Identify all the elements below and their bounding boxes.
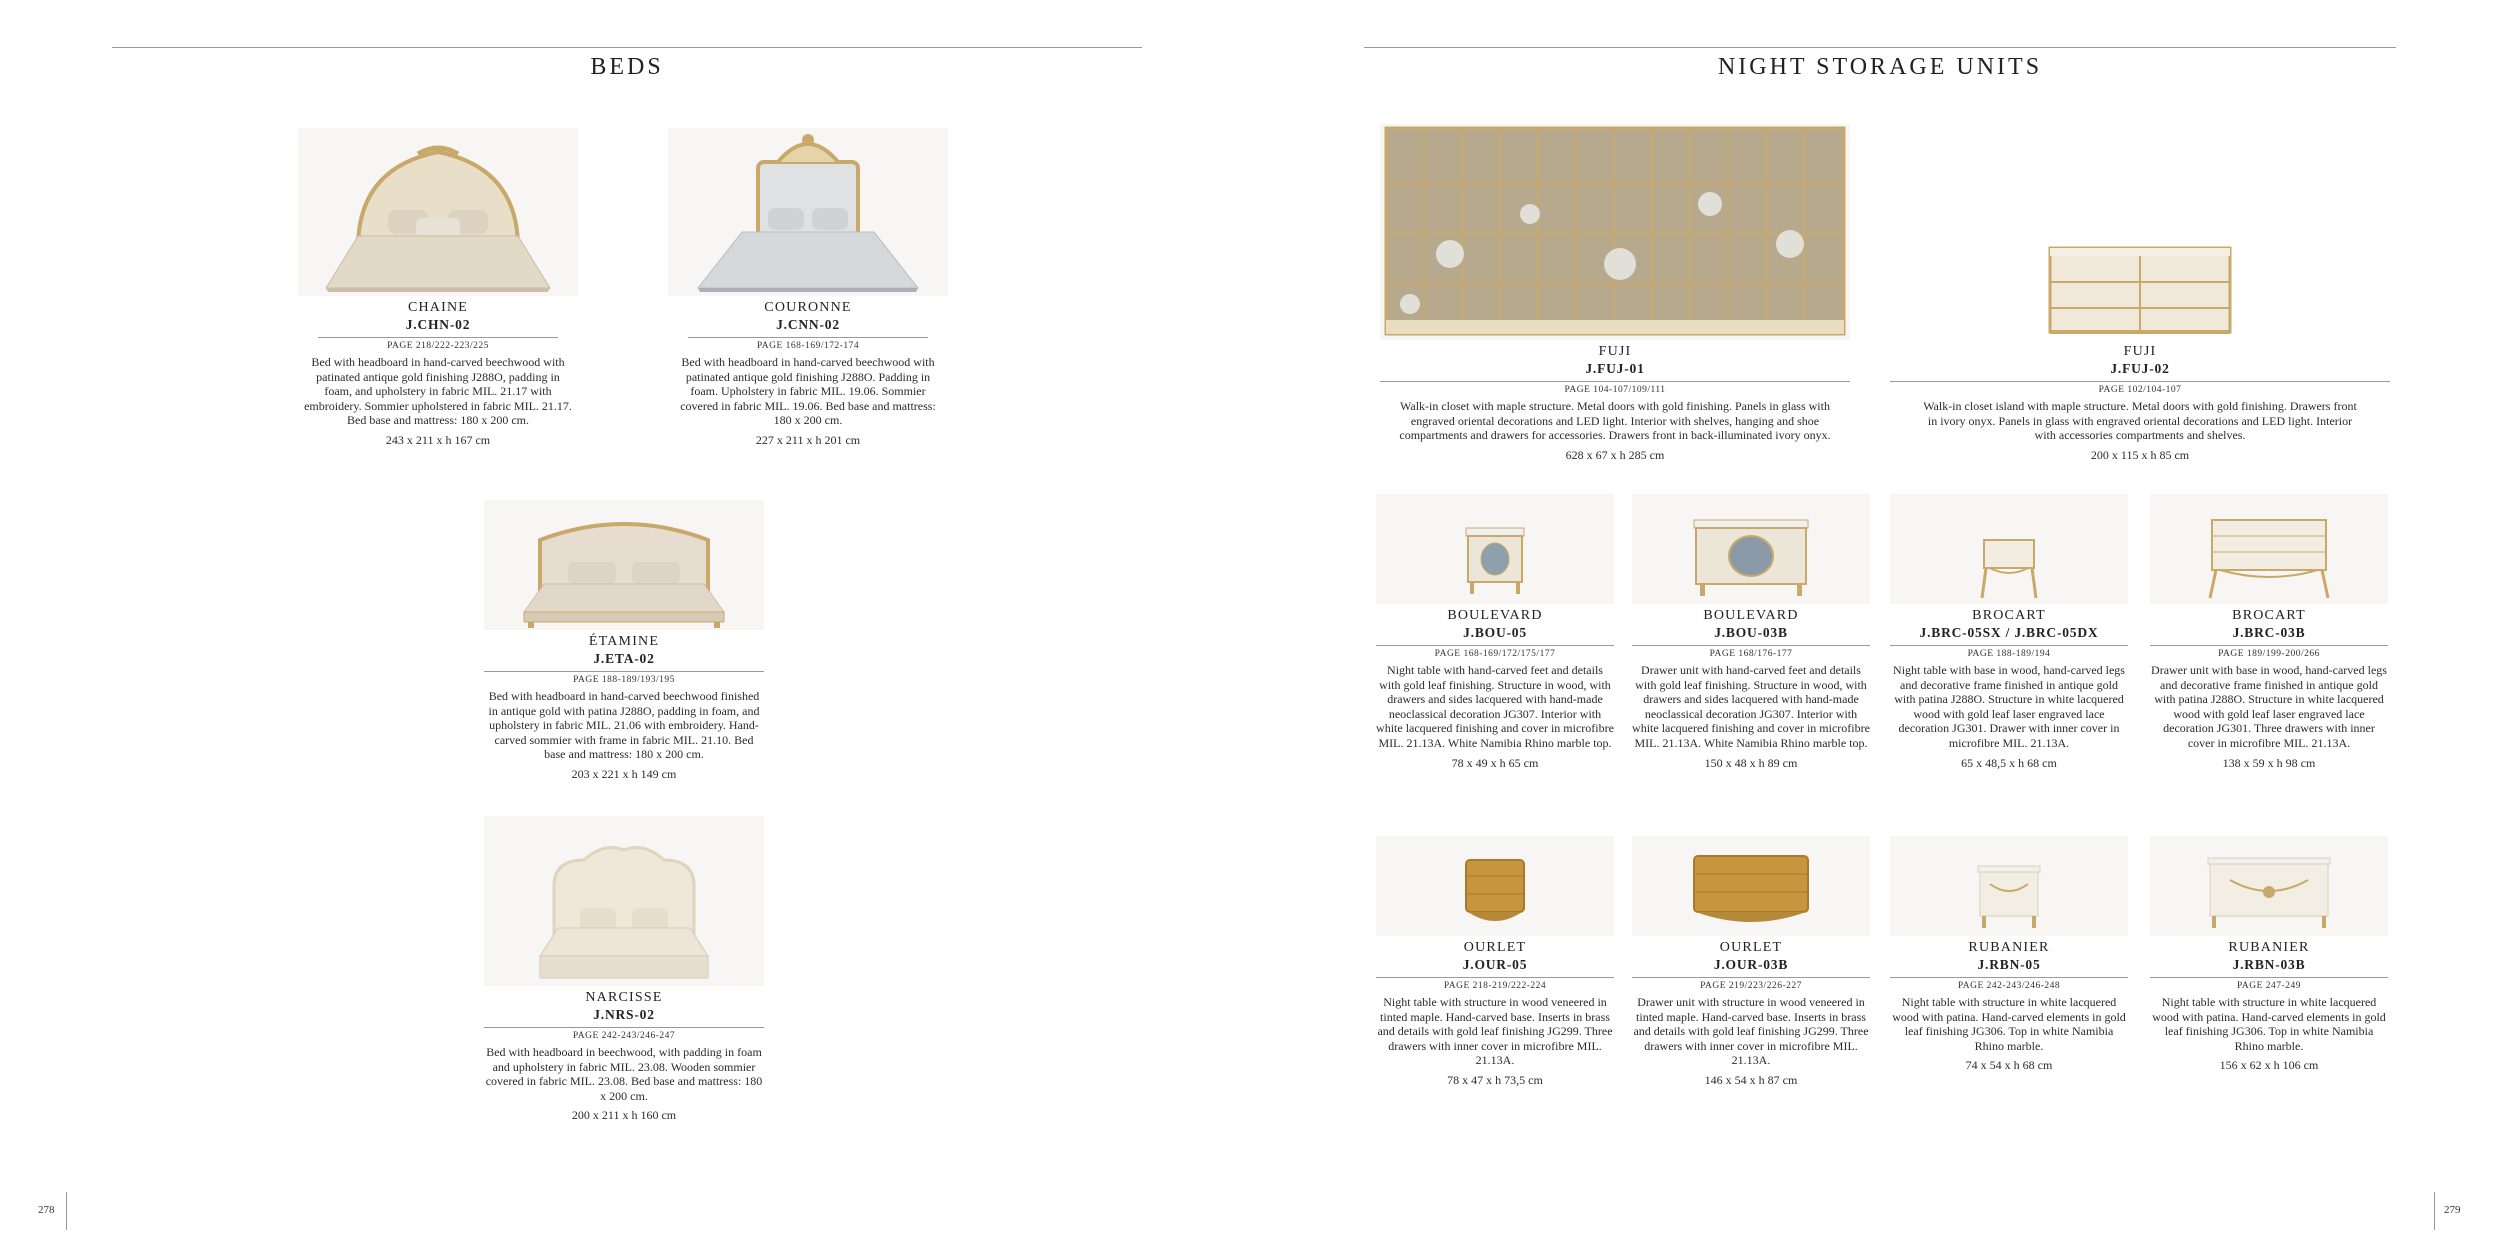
page-reference: PAGE 168/176-177	[1709, 649, 1793, 659]
product-name: NARCISSE	[585, 990, 663, 1005]
product-rubanier-05	[1890, 836, 2128, 1073]
product-dimensions: 150 x 48 x h 89 cm	[1704, 755, 1798, 770]
product-name: FUJI	[1598, 344, 1632, 359]
product-rule	[688, 337, 928, 338]
bed-narcisse-photo	[484, 816, 764, 986]
product-code: J.BOU-03B	[1714, 625, 1788, 640]
page-number: 279	[2444, 1204, 2461, 1216]
product-code: J.OUR-05	[1462, 957, 1528, 972]
product-dimensions: 78 x 47 x h 73,5 cm	[1447, 1072, 1543, 1087]
product-dimensions: 200 x 115 x h 85 cm	[2090, 447, 2190, 462]
product-code: J.NRS-02	[593, 1007, 655, 1022]
product-dimensions: 227 x 211 x h 201 cm	[755, 432, 861, 447]
page-reference: PAGE 242-243/246-248	[1957, 981, 2061, 991]
product-dimensions: 65 x 48,5 x h 68 cm	[1961, 755, 2057, 770]
product-rule	[2150, 977, 2388, 978]
night-table-photo	[1376, 494, 1614, 604]
right-page	[1250, 0, 2500, 1250]
header-rule	[112, 47, 1142, 48]
product-fuji-01	[1380, 124, 1850, 463]
product-chaine	[298, 128, 578, 448]
product-dimensions: 156 x 62 x h 106 cm	[2219, 1058, 2319, 1073]
product-code: J.CNN-02	[776, 317, 840, 332]
product-description: Walk-in closet island with maple structure. Metal doors with gold finishing. Drawers front in ivory onyx. Panels in glass with engraved oriental decorations and LED light. Interior with accessories compartments and shelves.	[1923, 399, 2357, 443]
section-title-night-storage: NIGHT STORAGE UNITS	[1717, 54, 2043, 80]
product-code: J.RBN-03B	[2232, 957, 2306, 972]
night-table-photo	[1890, 836, 2128, 936]
product-name: RUBANIER	[2228, 940, 2310, 955]
product-name: BROCART	[2232, 608, 2306, 623]
product-description: Bed with headboard in hand-carved beechwood with patinated antique gold finishing J288O. Padding in foam. Upholstery in fabric MIL. 19.06. Sommier covered in fabric MIL. 19.06. Bed base and mattress: 180 x 200 cm.	[680, 355, 936, 428]
product-rule	[1376, 645, 1614, 646]
product-code: J.BRC-03B	[2232, 625, 2306, 640]
night-table-photo	[1376, 836, 1614, 936]
product-description: Drawer unit with structure in wood veneered in tinted maple. Hand-carved base. Inserts in brass and details with gold leaf finishing JG299. Three drawers with inner cover in microfibre MIL. 21.13A.	[1633, 995, 1869, 1068]
product-fuji-02	[1890, 124, 2390, 463]
page-reference: PAGE 188-189/193/195	[573, 675, 675, 685]
product-boulevard-03b	[1632, 494, 1870, 771]
closet-island-photo	[1890, 124, 2390, 340]
product-rule	[1380, 381, 1850, 382]
product-description: Walk-in closet with maple structure. Metal doors with gold finishing. Panels in glass with engraved oriental decorations and LED light. Interior with shelves, hanging and shoe compartments and drawers for accessories. Drawers front in back-illuminated ivory onyx.	[1399, 399, 1831, 443]
product-description: Night table with hand-carved feet and details with gold leaf finishing. Structure in wood, with drawers and sides lacquered with hand-made neoclassical decoration JG307. Interior with white lacquered finishing and cover in microfibre MIL. 21.13A. White Namibia Rhino marble top.	[1376, 663, 1614, 750]
product-code: J.OUR-03B	[1713, 957, 1789, 972]
product-dimensions: 200 x 211 x h 160 cm	[571, 1108, 677, 1123]
product-name: BOULEVARD	[1447, 608, 1543, 623]
product-dimensions: 203 x 221 x h 149 cm	[571, 766, 677, 781]
drawer-unit-photo	[2150, 836, 2388, 936]
section-title-beds: BEDS	[590, 54, 664, 80]
product-code: J.FUJ-02	[2110, 361, 2170, 376]
product-name: BOULEVARD	[1703, 608, 1799, 623]
bed-etamine-photo	[484, 500, 764, 630]
drawer-unit-photo	[2150, 494, 2388, 604]
product-dimensions: 628 x 67 x h 285 cm	[1565, 447, 1665, 462]
product-name: CHAINE	[407, 300, 469, 315]
product-rule	[318, 337, 558, 338]
page-reference: PAGE 218-219/222-224	[1443, 981, 1547, 991]
product-code: J.BOU-05	[1463, 625, 1527, 640]
product-name: ÉTAMINE	[588, 634, 660, 649]
page-reference: PAGE 104-107/109/111	[1564, 385, 1666, 395]
product-rule	[1890, 381, 2390, 382]
product-description: Night table with base in wood, hand-carved legs and decorative frame finished in antique gold with patina J288O. Structure in white lacquered wood with gold leaf laser engraved lace decoration JG301. Drawer with inner cover in microfibre MIL. 21.13A.	[1893, 663, 2125, 750]
product-code: J.BRC-05SX / J.BRC-05DX	[1919, 625, 2099, 640]
product-description: Bed with headboard in beechwood, with padding in foam and upholstery in fabric MIL. 23.08. Wooden sommier covered in fabric MIL. 23.08. Bed base and mattress: 180 x 200 cm.	[485, 1045, 763, 1103]
product-rule	[484, 1027, 764, 1028]
page-reference: PAGE 102/104-107	[2098, 385, 2182, 395]
product-dimensions: 146 x 54 x h 87 cm	[1704, 1072, 1798, 1087]
product-description: Night table with structure in wood veneered in tinted maple. Hand-carved base. Inserts in brass and details with gold leaf finishing JG299. Three drawers with inner cover in microfibre MIL. 21.13A.	[1377, 995, 1613, 1068]
product-name: OURLET	[1719, 940, 1783, 955]
product-description: Bed with headboard in hand-carved beechwood finished in antique gold with patina J288O, padding in foam, and upholstery in fabric MIL. 21.06 with embroidery. Hand-carved sommier with frame in fabric MIL. 21.10. Bed base and mattress: 180 x 200 cm.	[488, 689, 760, 762]
product-rule	[1376, 977, 1614, 978]
page-number: 278	[38, 1204, 55, 1216]
page-reference: PAGE 218/222-223/225	[387, 341, 489, 351]
product-name: FUJI	[2123, 344, 2157, 359]
walk-in-closet-photo	[1380, 124, 1850, 340]
bed-chaine-photo	[298, 128, 578, 296]
product-brocart-03b	[2150, 494, 2388, 771]
page-reference: PAGE 188-189/194	[1967, 649, 2051, 659]
product-brocart-05	[1890, 494, 2128, 771]
product-dimensions: 243 x 211 x h 167 cm	[385, 432, 491, 447]
product-rule	[2150, 645, 2388, 646]
header-rule	[1364, 47, 2396, 48]
page-reference: PAGE 189/199-200/266	[2218, 649, 2320, 659]
product-etamine	[484, 500, 764, 782]
product-description: Drawer unit with base in wood, hand-carved legs and decorative frame finished in antique gold with patina J288O. Structure in white lacquered wood with gold leaf laser engraved lace decoration JG301. Three drawers with inner cover in microfibre MIL. 21.13A.	[2151, 663, 2387, 750]
page-reference: PAGE 168-169/172/175/177	[1434, 649, 1556, 659]
product-couronne	[668, 128, 948, 448]
page-reference: PAGE 242-243/246-247	[572, 1031, 676, 1041]
product-name: OURLET	[1463, 940, 1527, 955]
night-table-photo	[1890, 494, 2128, 604]
drawer-unit-photo	[1632, 494, 1870, 604]
bed-couronne-photo	[668, 128, 948, 296]
product-dimensions: 138 x 59 x h 98 cm	[2222, 755, 2316, 770]
folio-divider	[66, 1192, 67, 1230]
product-dimensions: 78 x 49 x h 65 cm	[1451, 755, 1539, 770]
product-description: Bed with headboard in hand-carved beechwood with patinated antique gold finishing J288O, padding in foam, and upholstery in fabric MIL. 21.17 with embroidery. Sommier upholstered in fabric MIL. 21.17. Bed base and mattress: 180 x 200 cm.	[304, 355, 572, 428]
product-rule	[484, 671, 764, 672]
product-name: RUBANIER	[1968, 940, 2050, 955]
page-reference: PAGE 219/223/226-227	[1700, 981, 1802, 991]
drawer-unit-photo	[1632, 836, 1870, 936]
product-ourlet-05	[1376, 836, 1614, 1088]
product-rule	[1632, 977, 1870, 978]
product-dimensions: 74 x 54 x h 68 cm	[1965, 1058, 2053, 1073]
product-name: BROCART	[1972, 608, 2046, 623]
page-reference: PAGE 247-249	[2237, 981, 2301, 991]
product-narcisse	[484, 816, 764, 1123]
product-description: Night table with structure in white lacquered wood with patina. Hand-carved elements in gold leaf finishing JG306. Top in white Namibia Rhino marble.	[1892, 995, 2126, 1053]
product-rule	[1890, 977, 2128, 978]
product-rule	[1632, 645, 1870, 646]
product-rule	[1890, 645, 2128, 646]
product-rubanier-03b	[2150, 836, 2388, 1073]
product-description: Night table with structure in white lacquered wood with patina. Hand-carved elements in gold leaf finishing JG306. Top in white Namibia Rhino marble.	[2152, 995, 2386, 1053]
product-code: J.FUJ-01	[1585, 361, 1645, 376]
folio-divider	[2434, 1192, 2435, 1230]
product-code: J.CHN-02	[405, 317, 471, 332]
page-reference: PAGE 168-169/172-174	[756, 341, 860, 351]
product-code: J.ETA-02	[593, 651, 655, 666]
product-boulevard-05	[1376, 494, 1614, 771]
product-code: J.RBN-05	[1977, 957, 2041, 972]
product-ourlet-03b	[1632, 836, 1870, 1088]
product-description: Drawer unit with hand-carved feet and details with gold leaf finishing. Structure in wood, with drawers and sides lacquered with hand-made neoclassical decoration JG307. Interior with white lacquered finishing and cover in microfibre MIL. 21.13A. White Namibia Rhino marble top.	[1632, 663, 1870, 750]
product-name: COURONNE	[764, 300, 852, 315]
